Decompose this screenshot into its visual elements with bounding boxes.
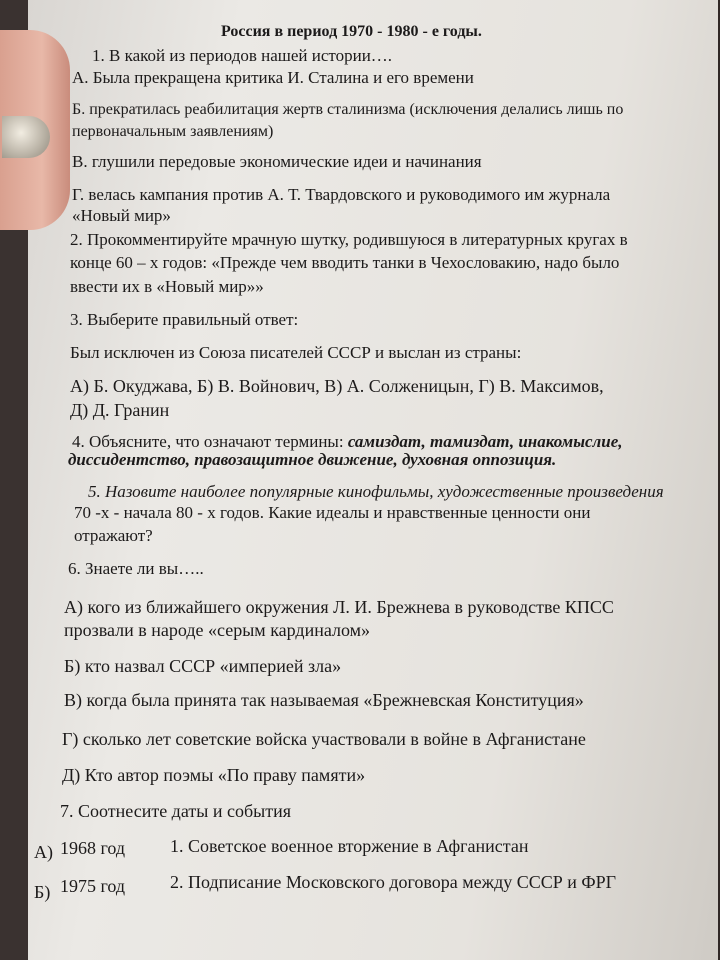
q3-options-line2: Д) Д. Гранин <box>70 400 170 420</box>
q5-line3: отражают? <box>74 526 153 545</box>
q3-options-line1: А) Б. Окуджава, Б) В. Войнович, В) А. Солженицын, Г) В. Максимов, <box>70 376 604 396</box>
q7-row-a-year: 1968 год <box>60 838 126 858</box>
q1-option-g-line1: Г. велась кампания против А. Т. Твардовского и руководимого им журнала <box>72 185 611 204</box>
q7-row-b-year: 1975 год <box>60 876 126 896</box>
q6-option-d: Д) Кто автор поэмы «По праву памяти» <box>62 765 366 785</box>
finger <box>0 30 70 230</box>
paper-sheet <box>28 0 718 960</box>
q1-option-b-line1: Б. прекратилась реабилитация жертв сталинизма (исключения делались лишь по <box>72 101 624 118</box>
q6-option-a-line2: прозвали в народе «серым кардиналом» <box>64 620 371 640</box>
q2-line2: конце 60 – х годов: «Прежде чем вводить танки в Чехословакию, надо было <box>70 253 620 272</box>
q7-row-a-event: 1. Советское военное вторжение в Афганистан <box>170 836 529 856</box>
q1-stem: 1. В какой из периодов нашей истории…. <box>92 46 393 65</box>
page-title: Россия в период 1970 - 1980 - е годы. <box>221 23 482 40</box>
q4-terms-line1: самиздат, тамиздат, инакомыслие, <box>347 432 623 451</box>
q2-line1: 2. Прокомментируйте мрачную шутку, родившуюся в литературных кругах в <box>70 230 628 249</box>
q4-line1 <box>72 432 623 452</box>
q5-line1: 5. Назовите наиболее популярные кинофильмы, художественные произведения <box>88 482 664 501</box>
q6-option-a-line1: А) кого из ближайшего окружения Л. И. Брежнева в руководстве КПСС <box>64 597 614 617</box>
q4-terms-line2: диссидентство, правозащитное движение, духовная оппозиция. <box>68 450 557 469</box>
q6-stem: 6. Знаете ли вы….. <box>68 559 204 578</box>
q4-lead: 4. Объясните, что означают термины: <box>72 432 348 451</box>
q7-stem: 7. Соотнесите даты и события <box>60 801 291 821</box>
q1-option-b-line2: первоначальным заявлениям) <box>72 123 274 140</box>
q7-row-a-letter: А) <box>34 842 53 862</box>
q7-row-b-event: 2. Подписание Московского договора между СССР и ФРГ <box>170 872 617 892</box>
q6-option-v: В) когда была принята так называемая «Брежневская Конституция» <box>64 690 584 710</box>
q6-option-b: Б) кто назвал СССР «империей зла» <box>64 656 342 676</box>
fingernail <box>2 116 50 158</box>
q1-option-g-line2: «Новый мир» <box>72 206 171 225</box>
q3-prompt: Был исключен из Союза писателей СССР и выслан из страны: <box>70 343 522 362</box>
q3-stem: 3. Выберите правильный ответ: <box>70 310 299 329</box>
q1-option-a: А. Была прекращена критика И. Сталина и его времени <box>72 68 474 87</box>
q6-option-g: Г) сколько лет советские войска участвовали в войне в Афганистане <box>62 729 586 749</box>
q2-line3: ввести их в «Новый мир»» <box>70 277 264 296</box>
q5-line2: 70 -х - начала 80 - х годов. Какие идеалы и нравственные ценности они <box>74 503 591 522</box>
q7-row-b-letter: Б) <box>34 882 51 902</box>
q1-option-v: В. глушили передовые экономические идеи и начинания <box>72 152 482 171</box>
